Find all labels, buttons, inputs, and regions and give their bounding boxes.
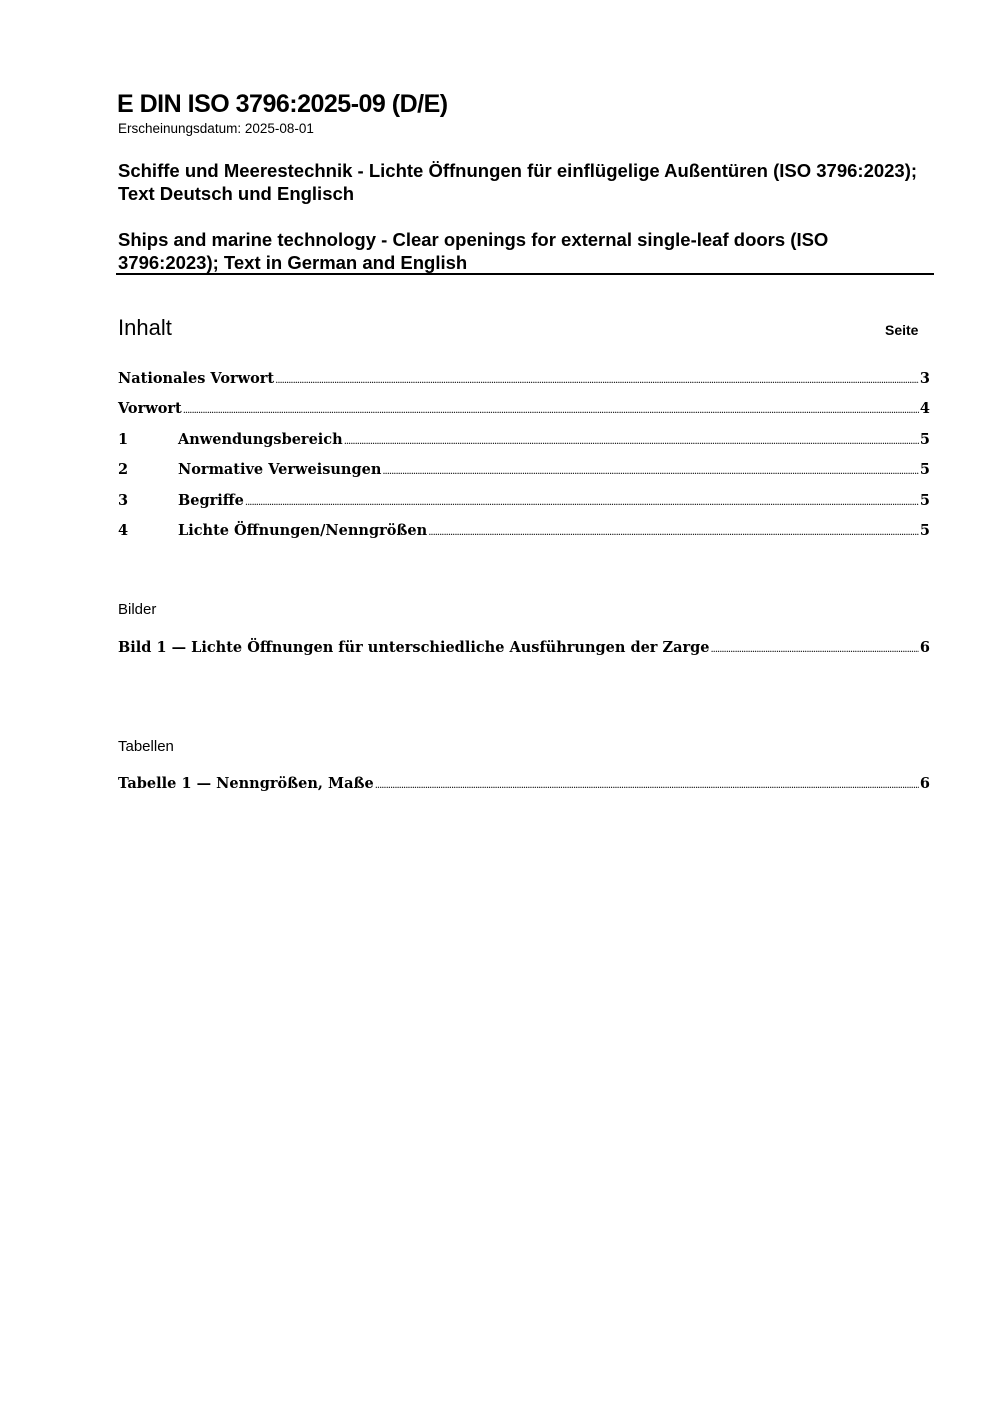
toc-leader (275, 375, 919, 386)
document-id: E DIN ISO 3796:2025-09 (D/E) (117, 90, 448, 118)
publication-date: Erscheinungsdatum: 2025-08-01 (118, 121, 314, 136)
toc-table-1[interactable] (118, 775, 930, 792)
toc-entry-number: 3 (118, 492, 129, 509)
toc-leader (375, 780, 919, 791)
toc-figure-1[interactable] (118, 639, 930, 656)
toc-entry-title: Tabelle 1 — Nenngrößen, Maße (118, 775, 374, 792)
toc-entry-page: 5 (919, 492, 930, 509)
toc-leader (245, 497, 919, 508)
toc-entry-title: Lichte Öffnungen/Nenngrößen (178, 522, 428, 539)
toc-leader (183, 405, 919, 416)
toc-entry-title: Anwendungsbereich (178, 431, 343, 448)
toc-entry-title: Vorwort (118, 400, 182, 417)
toc-leader (710, 644, 918, 655)
toc-entry-page: 4 (919, 400, 930, 417)
toc-entry-number: 4 (118, 522, 129, 539)
toc-entry-nationales-vorwort[interactable] (118, 370, 930, 387)
toc-entry-number: 2 (118, 461, 129, 478)
toc-entry-begriffe[interactable] (118, 492, 930, 509)
toc-leader (344, 436, 919, 447)
toc-entry-page: 6 (919, 639, 930, 656)
figures-heading: Bilder (118, 601, 157, 618)
toc-entry-lichte-oeffnungen[interactable] (118, 522, 930, 539)
tables-heading: Tabellen (118, 738, 174, 755)
title-english: Ships and marine technology - Clear openings for external single-leaf doors (ISO 3796:2023); Text in German and English (118, 229, 829, 273)
toc-entry-page: 5 (919, 461, 930, 478)
page-column-label: Seite (885, 322, 919, 338)
toc-entry-page: 3 (919, 370, 930, 387)
toc-entry-page: 6 (919, 775, 930, 792)
toc-entry-number: 1 (118, 431, 129, 448)
toc-entry-title: Nationales Vorwort (118, 370, 275, 387)
toc-entry-page: 5 (919, 431, 930, 448)
toc-entry-vorwort[interactable] (118, 400, 930, 417)
toc-entry-title: Begriffe (178, 492, 244, 509)
toc-entry-title: Normative Verweisungen (178, 461, 382, 478)
header-divider (116, 273, 934, 275)
toc-entry-title: Bild 1 — Lichte Öffnungen für unterschiedliche Ausführungen der Zarge (118, 639, 710, 656)
toc-entry-normative-verweisungen[interactable] (118, 461, 930, 478)
toc-heading: Inhalt (118, 315, 172, 340)
toc-entry-page: 5 (919, 522, 930, 539)
toc-leader (382, 466, 919, 477)
title-german: Schiffe und Meerestechnik - Lichte Öffnungen für einflügelige Außentüren (ISO 3796:2023); Text Deutsch und Englisch (118, 160, 918, 204)
toc-leader (428, 527, 919, 538)
toc-entry-anwendungsbereich[interactable] (118, 431, 930, 448)
